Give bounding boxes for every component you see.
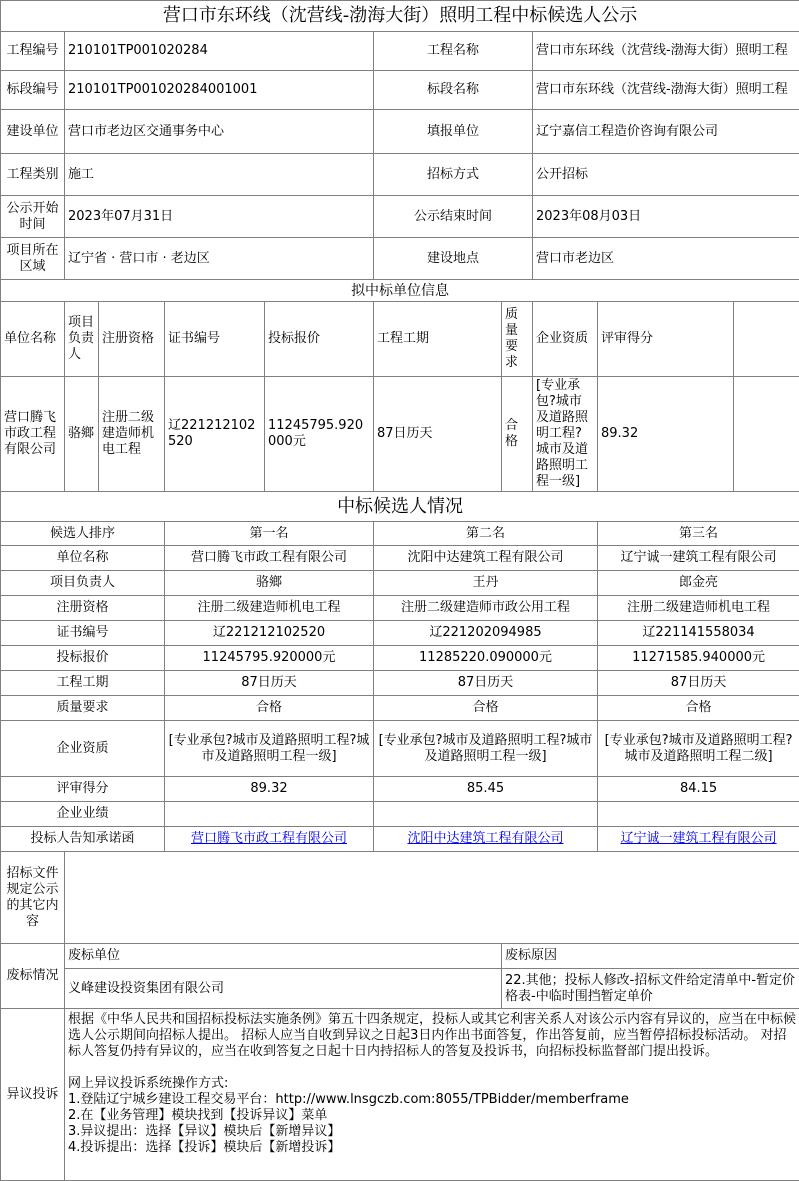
candidate-cell: 骆鄉: [165, 571, 374, 596]
row-label: 投标报价: [1, 646, 165, 671]
objection-step-2: 2.在【业务管理】模块找到【投诉异议】菜单: [68, 1108, 796, 1124]
candidate-cell: 注册二级建造师机电工程: [165, 596, 374, 621]
intended-cell: [专业承包?城市及道路照明工程?城市及道路照明工程一级]: [533, 377, 598, 492]
candidate-cell: 辽221202094985: [374, 621, 598, 646]
intended-cell: 营口腾飞市政工程有限公司: [1, 377, 65, 492]
candidate-cell: [374, 802, 598, 827]
void-unit: 义峰建设投资集团有限公司: [65, 969, 502, 1009]
candidate-cell: [165, 802, 374, 827]
project-no-label: 工程编号: [1, 32, 65, 71]
section-no-value: 210101TP001020284001001: [65, 71, 374, 110]
site-value: 营口市老边区: [533, 238, 799, 280]
intended-cell: 87日历天: [374, 377, 502, 492]
commit-cell: [165, 827, 374, 852]
row-label: 质量要求: [1, 696, 165, 721]
intended-header: 评审得分: [598, 302, 734, 377]
section-name-label: 标段名称: [374, 71, 533, 110]
commit-link-3[interactable]: 辽宁诚一建筑工程有限公司: [621, 831, 777, 846]
candidate-cell: [专业承包?城市及道路照明工程?城市及道路照明工程二级]: [598, 721, 799, 777]
candidate-cell: [专业承包?城市及道路照明工程?城市及道路照明工程一级]: [374, 721, 598, 777]
candidate-cell: 11245795.920000元: [165, 646, 374, 671]
rank-label: 候选人排序: [1, 522, 165, 546]
intended-cell: 11245795.920000元: [265, 377, 374, 492]
objection-paragraph: 根据《中华人民共和国招标投标法实施条例》第五十四条规定，投标人或其它利害关系人对该公示内容有异议的，应当在中标候选人公示期间向招标人提出。 招标人应当自收到异议之日起3日内作出书面答复，作出答复前，应当暂停招标投标活动。 对招标人答复仍持有异议的，应当在收到答复之日起十日内持招标人的答复及投诉书，向招标投标监督部门提出投诉。: [68, 1012, 796, 1060]
candidate-cell: 合格: [598, 696, 799, 721]
candidate-cell: 87日历天: [165, 671, 374, 696]
candidates-heading: 中标候选人情况: [1, 492, 799, 522]
end-label: 公示结束时间: [374, 196, 533, 238]
owner-value: 营口市老边区交通事务中心: [65, 110, 374, 154]
row-label: 企业资质: [1, 721, 165, 777]
void-label: 废标情况: [1, 944, 65, 1009]
row-label: 企业业绩: [1, 802, 165, 827]
commit-link-2[interactable]: 沈阳中达建筑工程有限公司: [407, 831, 563, 846]
row-label: 证书编号: [1, 621, 165, 646]
intended-cell: 注册二级建造师机电工程: [99, 377, 165, 492]
intended-heading: 拟中标单位信息: [1, 280, 799, 302]
intended-header: 证书编号: [165, 302, 265, 377]
project-no-value: 210101TP001020284: [65, 32, 374, 71]
objection-content: [65, 1009, 799, 1181]
project-name-value: 营口市东环线（沈营线-渤海大街）照明工程: [533, 32, 799, 71]
candidate-cell: [598, 802, 799, 827]
candidate-cell: 合格: [165, 696, 374, 721]
other-label: 招标文件规定公示的其它内容: [1, 852, 65, 944]
candidate-cell: 沈阳中达建筑工程有限公司: [374, 546, 598, 571]
candidate-cell: 87日历天: [598, 671, 799, 696]
candidate-cell: 注册二级建造师机电工程: [598, 596, 799, 621]
commit-cell: [598, 827, 799, 852]
type-label: 工程类别: [1, 154, 65, 196]
row-label: 评审得分: [1, 777, 165, 802]
candidate-cell: 84.15: [598, 777, 799, 802]
rank-3: 第三名: [598, 522, 799, 546]
candidate-cell: 87日历天: [374, 671, 598, 696]
reporter-label: 填报单位: [374, 110, 533, 154]
rank-1: 第一名: [165, 522, 374, 546]
intended-cell: 骆鄉: [65, 377, 99, 492]
row-label: 工程工期: [1, 671, 165, 696]
row-label: 单位名称: [1, 546, 165, 571]
commit-link-1[interactable]: 营口腾飞市政工程有限公司: [191, 831, 347, 846]
commit-label: 投标人告知承诺函: [1, 827, 165, 852]
owner-label: 建设单位: [1, 110, 65, 154]
intended-header: 工程工期: [374, 302, 502, 377]
candidate-cell: 辽宁诚一建筑工程有限公司: [598, 546, 799, 571]
objection-step-3: 3.异议提出：选择【异议】模块后【新增异议】: [68, 1124, 796, 1140]
start-value: 2023年07月31日: [65, 196, 374, 238]
type-value: 施工: [65, 154, 374, 196]
objection-step-1: 1.登陆辽宁城乡建设工程交易平台：http://www.lnsgczb.com:8055/TPBidder/memberframe: [68, 1092, 796, 1108]
region-label: 项目所在区域: [1, 238, 65, 280]
candidate-cell: 11285220.090000元: [374, 646, 598, 671]
intended-cell: [734, 377, 799, 492]
other-value: [65, 852, 799, 944]
region-value: 辽宁省 · 营口市 · 老边区: [65, 238, 374, 280]
void-reason: 22.其他；投标人修改-招标文件给定清单中-暂定价格表-中临时围挡暂定单价: [502, 969, 799, 1009]
commit-cell: [374, 827, 598, 852]
candidate-cell: 辽221141558034: [598, 621, 799, 646]
intended-header: 质量要求: [502, 302, 533, 377]
intended-cell: 辽221212102520: [165, 377, 265, 492]
page-title: 营口市东环线（沈营线-渤海大街）照明工程中标候选人公示: [1, 1, 799, 32]
objection-step-4: 4.投诉提出：选择【投诉】模块后【新增投诉】: [68, 1140, 796, 1156]
objection-label: 异议投诉: [1, 1009, 65, 1181]
intended-cell: 89.32: [598, 377, 734, 492]
void-unit-header: 废标单位: [65, 944, 502, 969]
rank-2: 第二名: [374, 522, 598, 546]
candidate-cell: 85.45: [374, 777, 598, 802]
intended-header: 投标报价: [265, 302, 374, 377]
start-label: 公示开始时间: [1, 196, 65, 238]
row-label: 注册资格: [1, 596, 165, 621]
intended-header: 单位名称: [1, 302, 65, 377]
intended-header: 注册资格: [99, 302, 165, 377]
candidate-cell: 合格: [374, 696, 598, 721]
method-label: 招标方式: [374, 154, 533, 196]
intended-header: [734, 302, 799, 377]
intended-header: 企业资质: [533, 302, 598, 377]
site-label: 建设地点: [374, 238, 533, 280]
end-value: 2023年08月03日: [533, 196, 799, 238]
candidate-cell: [专业承包?城市及道路照明工程?城市及道路照明工程一级]: [165, 721, 374, 777]
candidate-cell: 王丹: [374, 571, 598, 596]
method-value: 公开招标: [533, 154, 799, 196]
intended-header: 项目负责人: [65, 302, 99, 377]
row-label: 项目负责人: [1, 571, 165, 596]
void-reason-header: 废标原因: [502, 944, 799, 969]
objection-steps-title: 网上异议投诉系统操作方式:: [68, 1076, 796, 1092]
candidate-cell: 89.32: [165, 777, 374, 802]
candidate-cell: 辽221212102520: [165, 621, 374, 646]
section-no-label: 标段编号: [1, 71, 65, 110]
project-name-label: 工程名称: [374, 32, 533, 71]
reporter-value: 辽宁嘉信工程造价咨询有限公司: [533, 110, 799, 154]
intended-cell: 合格: [502, 377, 533, 492]
candidate-cell: 11271585.940000元: [598, 646, 799, 671]
candidate-cell: 注册二级建造师市政公用工程: [374, 596, 598, 621]
candidate-cell: 营口腾飞市政工程有限公司: [165, 546, 374, 571]
candidate-cell: 郎金亮: [598, 571, 799, 596]
section-name-value: 营口市东环线（沈营线-渤海大街）照明工程: [533, 71, 799, 110]
